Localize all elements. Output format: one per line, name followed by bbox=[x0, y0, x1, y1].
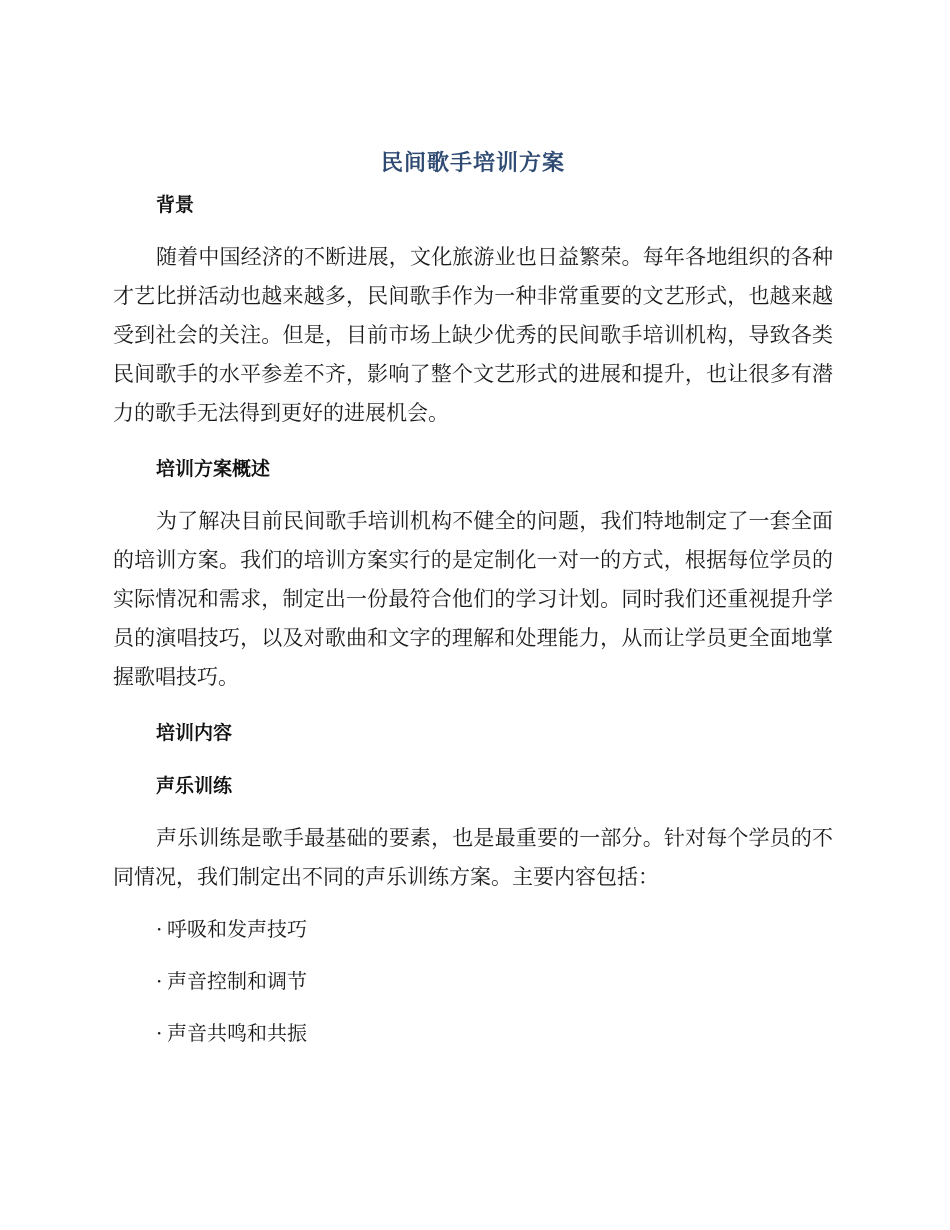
list-item bbox=[113, 910, 833, 949]
list-item-text: 声音控制和调节 bbox=[167, 969, 307, 993]
list-item bbox=[113, 1014, 833, 1053]
bullet-dot: · bbox=[156, 917, 163, 941]
list-item-text: 声音共鸣和共振 bbox=[167, 1021, 307, 1045]
list-item bbox=[113, 962, 833, 1001]
paragraph-overview: 为了解决目前民间歌手培训机构不健全的问题，我们特地制定了一套全面的培训方案。我们的培训方案实行的是定制化一对一的方式，根据每位学员的实际情况和需求，制定出一份最符合他们的学习计划。同时我们还重视提升学员的演唱技巧，以及对歌曲和文字的理解和处理能力，从而让学员更全面地掌握歌唱技巧。 bbox=[113, 509, 833, 689]
heading-overview: 培训方案概述 bbox=[156, 458, 271, 480]
document-body bbox=[113, 143, 833, 1053]
document-title: 民间歌手培训方案 bbox=[380, 151, 565, 176]
heading-background: 背景 bbox=[156, 194, 195, 216]
paragraph-vocal-training: 声乐训练是歌手最基础的要素，也是最重要的一部分。针对每个学员的不同情况，我们制定出不同的声乐训练方案。主要内容包括： bbox=[113, 826, 833, 889]
bullet-dot: · bbox=[156, 969, 163, 993]
heading-vocal-training: 声乐训练 bbox=[156, 775, 233, 797]
heading-training-content: 培训内容 bbox=[156, 722, 233, 744]
paragraph-background: 随着中国经济的不断进展，文化旅游业也日益繁荣。每年各地组织的各种才艺比拼活动也越来越多，民间歌手作为一种非常重要的文艺形式，也越来越受到社会的关注。但是，目前市场上缺少优秀的民间歌手培训机构，导致各类民间歌手的水平参差不齐，影响了整个文艺形式的进展和提升，也让很多有潜力的歌手无法得到更好的进展机会。 bbox=[113, 245, 833, 425]
list-item-text: 呼吸和发声技巧 bbox=[167, 917, 307, 941]
bullet-dot: · bbox=[156, 1021, 163, 1045]
